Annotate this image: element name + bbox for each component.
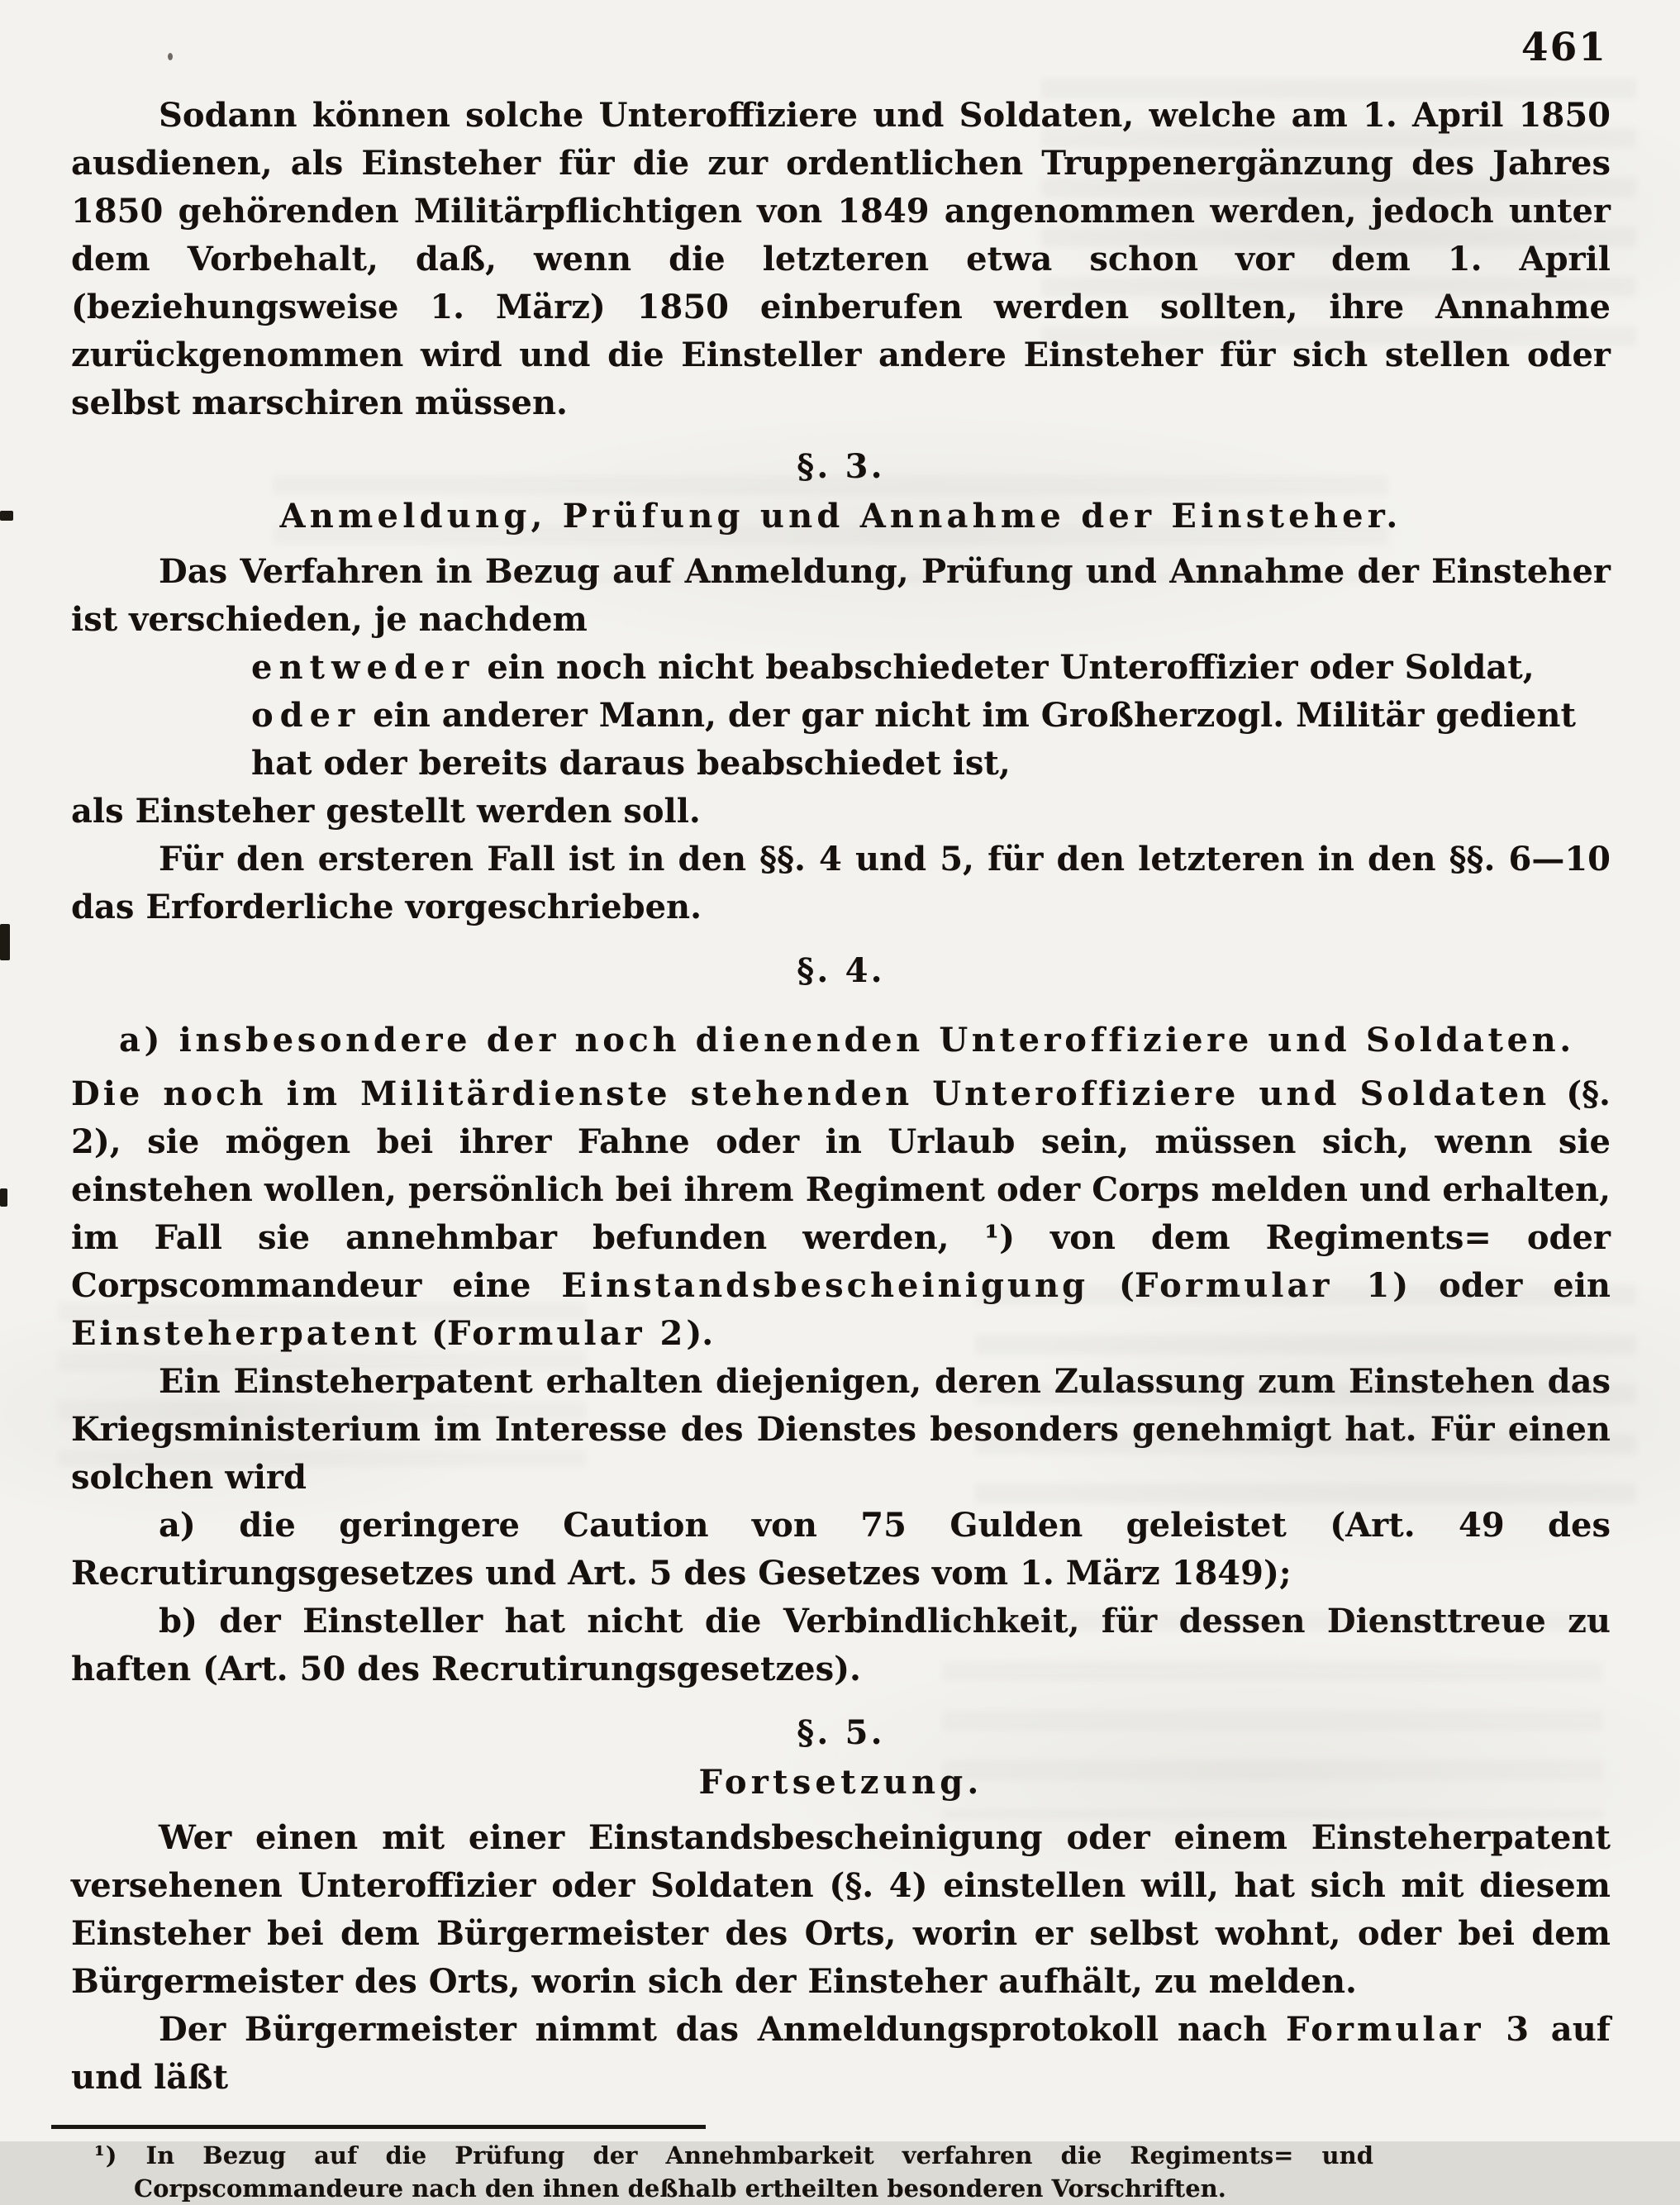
section-3-paragraph-2: Für den ersteren Fall ist in den §§. 4 und 5, für den letzteren in den §§. 6—10 das Erforderliche vorgeschrieben. (71, 840, 1611, 926)
footnote-body: In Bezug auf die Prüfung der Annehmbarkeit verfahren die Regiments= und Corpscommandeure nach den ihnen deßhalb ertheilten besonderen Vorschriften. (117, 2141, 1373, 2203)
scan-speck (0, 511, 13, 521)
section-3-alternative-1 (251, 644, 1611, 692)
paragraph-text: ). (686, 1314, 714, 1353)
page-number: 461 (1521, 25, 1607, 70)
paragraph-text: (§. 2), sie mögen bei ihrer Fahne oder in Urlaub sein, müssen sich, wenn sie einstehen wollen, persönlich bei ihrem Regiment oder Corps melden und erhalten, im Fall sie annehmbar befunden werden, ¹) von dem Regiments= oder Corpscommandeur eine (71, 1074, 1611, 1305)
section-5-title: Fortsetzung. (698, 1763, 983, 1802)
section-3-closing-line: als Einsteher gestellt werden soll. (71, 792, 701, 831)
scan-speck (0, 924, 10, 960)
alternative-2-lead: oder (251, 696, 362, 735)
emphasis-formular-2: Formular 2 (447, 1314, 687, 1353)
paragraph-text: ( (420, 1314, 448, 1353)
footnote-marker: ¹) (94, 2141, 118, 2169)
alternative-1-text: ein noch nicht beabschiedeter Unteroffizier oder Soldat, (475, 648, 1535, 687)
emphasis-formular-3: Formular 3 (1285, 2010, 1533, 2049)
section-3-heading (71, 442, 1611, 541)
emphasis-einsteherpatent: Einsteherpatent (71, 1314, 421, 1353)
section-4-number: §. 4. (797, 951, 885, 990)
section-5-paragraph-2 (71, 2006, 1611, 2102)
footnote-text (71, 2139, 1373, 2205)
section-3-title: Anmeldung, Prüfung und Annahme der Einsteher. (279, 497, 1402, 536)
section-5-number: §. 5. (797, 1713, 885, 1752)
section-4-item-a: a) die geringere Caution von 75 Gulden geleistet (Art. 49 des Recrutirungsgesetzes und Art. 5 des Gesetzes vom 1. März 1849); (71, 1506, 1611, 1593)
section-4-title: a) insbesondere der noch dienenden Unteroffiziere und Soldaten. (119, 1021, 1575, 1060)
section-5-paragraph-1: Wer einen mit einer Einstandsbescheinigung oder einem Einsteherpatent versehenen Unteroffizier oder Soldaten (§. 4) einstellen will, hat sich mit diesem Einsteher bei dem Bürgermeister des Orts, worin er selbst wohnt, oder bei dem Bürgermeister des Orts, worin sich der Einsteher aufhält, zu melden. (71, 1818, 1611, 2001)
paragraph-text: ) oder ein (1392, 1266, 1611, 1305)
section-4-heading (71, 946, 1611, 996)
paragraph-text: auf und läßt (71, 2010, 1611, 2097)
footnote-block (71, 2102, 1611, 2205)
emphasis-formular-1: Formular 1 (1134, 1266, 1393, 1305)
paragraph-text: Der Bürgermeister nimmt das Anmeldungsprotokoll nach (159, 2010, 1286, 2049)
emphasis-einstandsbescheinigung: Einstandsbescheinigung (561, 1266, 1089, 1305)
section-3-number: §. 3. (797, 447, 885, 486)
section-3-alternative-2 (251, 692, 1611, 788)
alternative-2-text: ein anderer Mann, der gar nicht im Großherzogl. Militär gedient hat oder bereits daraus beabschiedet ist, (251, 696, 1576, 783)
paragraph-intro: Sodann können solche Unteroffiziere und Soldaten, welche am 1. April 1850 ausdienen, als Einsteher für die zur ordentlichen Truppenergänzung des Jahres 1850 gehörenden Militärpflichtigen von 1849 angenommen werden, jedoch unter dem Vorbehalt, daß, wenn die letzteren etwa schon vor dem 1. April (beziehungsweise 1. März) 1850 einberufen werden sollten, ihre Annahme zurückgenommen wird und die Einsteller andere Einsteher für sich stellen oder selbst marschiren müssen. (71, 96, 1611, 422)
emphasis-die-noch-dienenden: Die noch im Militärdienste stehenden Unteroffiziere und Soldaten (71, 1074, 1550, 1113)
scan-speck (0, 1188, 7, 1207)
section-5-heading (71, 1708, 1611, 1807)
paragraph-text: ( (1088, 1266, 1135, 1305)
section-4-paragraph-2: Ein Einsteherpatent erhalten diejenigen, deren Zulassung zum Einstehen das Kriegsministerium im Interesse des Dienstes besonders genehmigt hat. Für einen solchen wird (71, 1362, 1611, 1497)
alternative-1-lead: entweder (251, 648, 476, 687)
section-4-item-b: b) der Einsteller hat nicht die Verbindlichkeit, für dessen Diensttreue zu haften (Art. 50 des Recrutirungsgesetzes). (71, 1602, 1611, 1688)
section-4-paragraph-1 (71, 1070, 1611, 1358)
footnote-rule (51, 2125, 706, 2129)
section-3-paragraph-1: Das Verfahren in Bezug auf Anmeldung, Prüfung und Annahme der Einsteher ist verschieden, je nachdem (71, 552, 1611, 639)
